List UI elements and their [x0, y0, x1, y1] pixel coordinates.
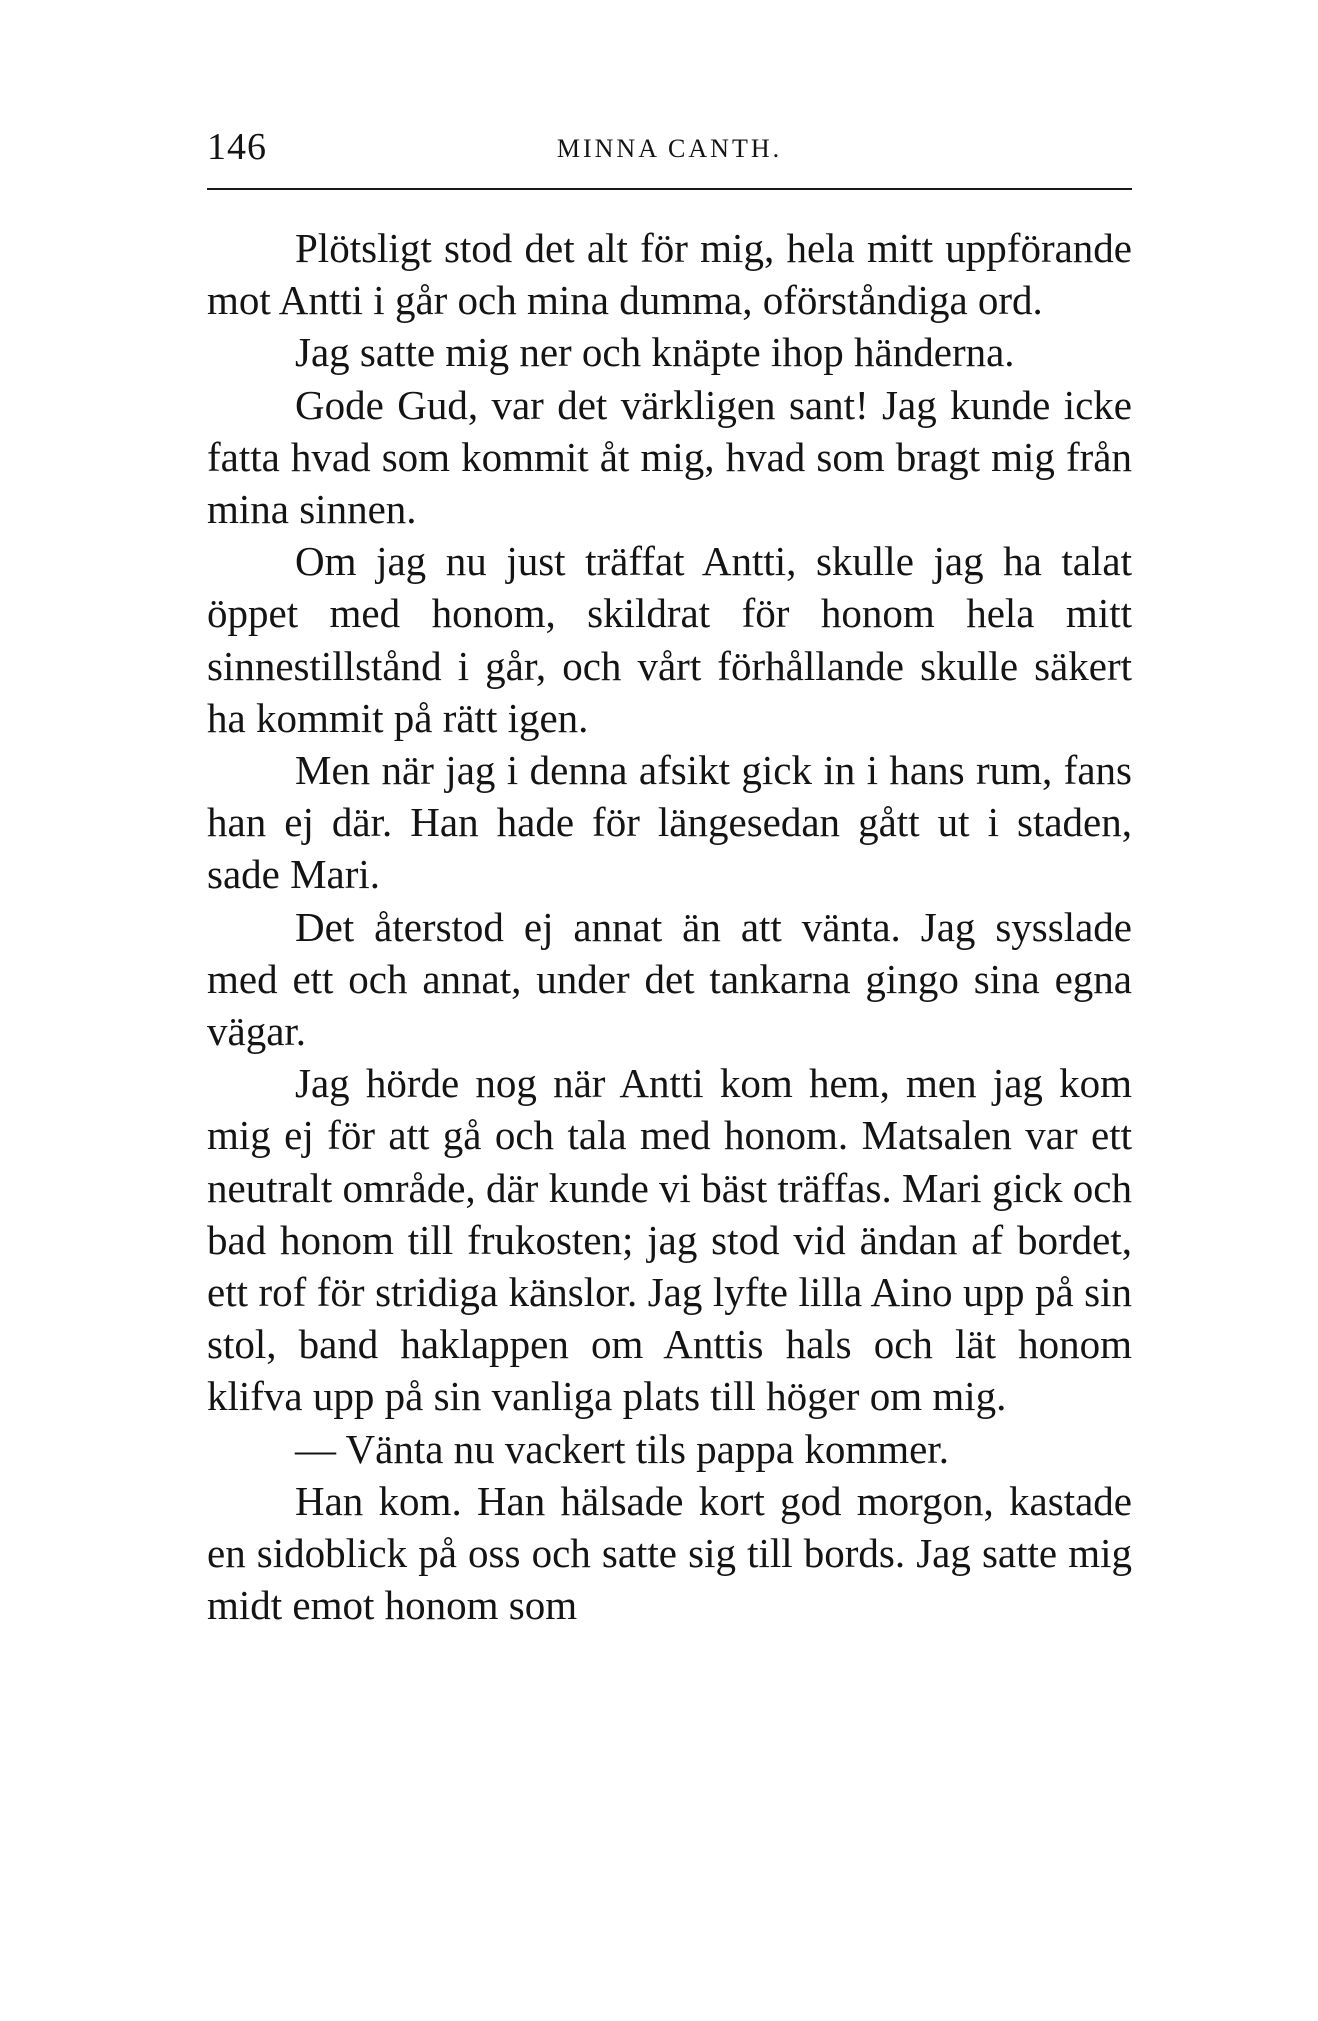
page-header	[207, 120, 1132, 180]
paragraph: Om jag nu just träffat Antti, skulle jag ha talat öppet med honom, skildrat för honom hela mitt sinnestillstånd i går, och vårt förhållande skulle säkert ha kommit på rätt igen.	[207, 538, 1132, 741]
header-rule	[207, 188, 1132, 190]
paragraph: Plötsligt stod det alt för mig, hela mitt uppförande mot Antti i går och mina dumma, oförståndiga ord.	[207, 225, 1132, 324]
body-text	[207, 222, 1132, 1631]
paragraph: Jag satte mig ner och knäpte ihop händerna.	[295, 329, 1015, 376]
paragraph: Det återstod ej annat än att vänta. Jag sysslade med ett och annat, under det tankarna gingo sina egna vägar.	[207, 903, 1132, 1055]
paragraph: Men när jag i denna afsikt gick in i hans rum, fans han ej där. Han hade för längesedan gått ut i staden, sade Mari.	[207, 747, 1132, 898]
paragraph: Gode Gud, var det värkligen sant! Jag kunde icke fatta hvad som kommit åt mig, hvad som bragt mig från mina sinnen.	[207, 381, 1132, 533]
running-head: MINNA CANTH.	[556, 134, 783, 163]
page-number: 146	[207, 126, 267, 168]
paragraph: — Vänta nu vackert tils pappa kommer.	[295, 1425, 949, 1472]
paragraph: Jag hörde nog när Antti kom hem, men jag kom mig ej för att gå och tala med honom. Matsalen var ett neutralt område, där kunde vi bäst träffas. Mari gick och bad honom till frukosten; jag stod vid ändan af bordet, ett rof för stridiga känslor. Jag lyfte lilla Aino upp på sin stol, band haklappen om Anttis hals och lät honom klifva upp på sin vanliga plats till höger om mig.	[207, 1060, 1132, 1420]
paragraph: Han kom. Han hälsade kort god morgon, kastade en sidoblick på oss och satte sig till bords. Jag satte mig midt emot honom som	[207, 1477, 1132, 1629]
